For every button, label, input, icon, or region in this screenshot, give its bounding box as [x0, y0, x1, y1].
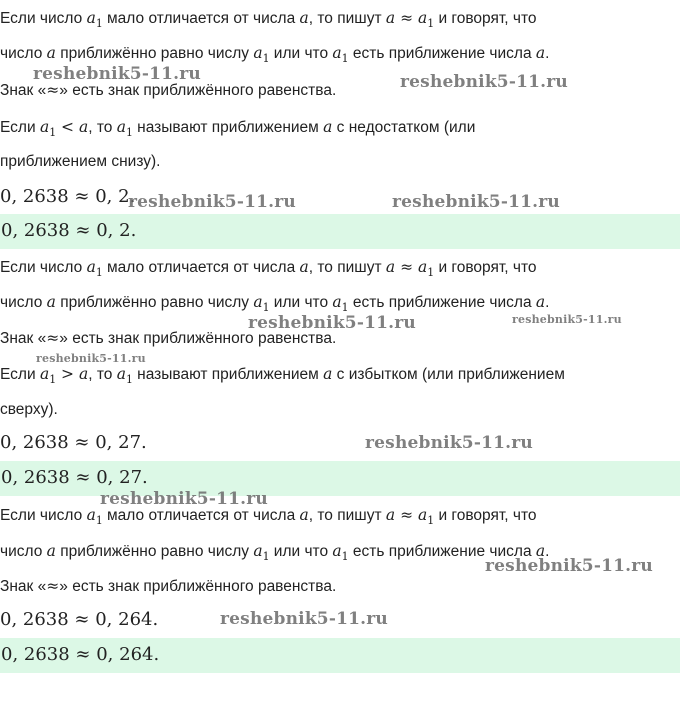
block2-line2: число a приближённо равно числу $a_1$ или что $a_1$ есть приближение числа a. [0, 293, 550, 315]
watermark: reshebnik5-11.ru [392, 192, 560, 212]
math-a1: $a_1$ [86, 9, 103, 31]
watermark: reshebnik5-11.ru [220, 609, 388, 629]
math-a: a [299, 9, 309, 27]
block3-line2: число a приближённо равно числу $a_1$ или что $a_1$ есть приближение числа a. [0, 542, 550, 564]
block1-line1: Если число $a_1$ мало отличается от числа a, то пишут $a \approx a_1$ и говорят, что [0, 9, 537, 31]
block2-line5: сверху). [0, 401, 58, 418]
block2-line4: Если $a_1 > a$, то $a_1$ называют приближением a с избытком (или приближением [0, 365, 565, 387]
block3-line1: Если число $a_1$ мало отличается от числа a, то пишут $a \approx a_1$ и говорят, что [0, 506, 537, 528]
math-approx-expr: $a \approx a_1$ [385, 9, 435, 31]
block1-answer: 0, 2638 ≈ 0, 2. [1, 220, 137, 241]
block2-line1: Если число $a_1$ мало отличается от числа a, то пишут $a \approx a_1$ и говорят, что [0, 258, 537, 280]
block1-line2: число a приближённо равно числу $a_1$ или что $a_1$ есть приближение числа a. [0, 44, 550, 66]
watermark: reshebnik5-11.ru [33, 64, 201, 84]
watermark: reshebnik5-11.ru [36, 352, 146, 365]
watermark: reshebnik5-11.ru [128, 192, 296, 212]
block3-expression: 0, 2638 ≈ 0, 264. [0, 609, 159, 630]
block1-line5: приближением снизу). [0, 153, 161, 170]
watermark: reshebnik5-11.ru [400, 72, 568, 92]
block1-line3: Знак «≈» есть знак приближённого равенства. [0, 81, 337, 99]
watermark: reshebnik5-11.ru [248, 313, 416, 333]
block2-expression: 0, 2638 ≈ 0, 27. [0, 432, 147, 453]
block3-line3: Знак «≈» есть знак приближённого равенства. [0, 577, 337, 595]
watermark: reshebnik5-11.ru [512, 313, 622, 326]
block3-answer: 0, 2638 ≈ 0, 264. [1, 644, 160, 665]
block1-answer-band [0, 214, 680, 249]
block1-expression: 0, 2638 ≈ 0, 2. [0, 186, 136, 207]
block2-line3: Знак «≈» есть знак приближённого равенства. [0, 329, 337, 347]
block1-line4: Если $a_1 < a$, то $a_1$ называют приближением a с недостатком (или [0, 118, 476, 140]
block3-answer-band [0, 638, 680, 673]
watermark: reshebnik5-11.ru [100, 489, 268, 509]
watermark: reshebnik5-11.ru [485, 556, 653, 576]
block2-answer: 0, 2638 ≈ 0, 27. [1, 467, 148, 488]
watermark: reshebnik5-11.ru [365, 433, 533, 453]
